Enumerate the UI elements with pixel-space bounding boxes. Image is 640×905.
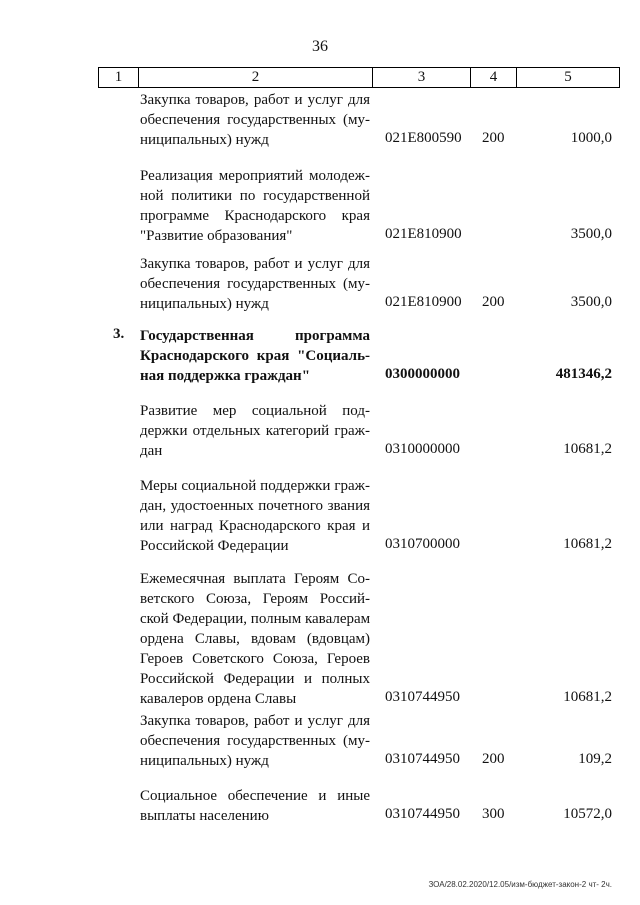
row-description <box>140 166 370 246</box>
header-col-1: 1 <box>99 68 139 87</box>
row-expense-type: 200 <box>482 130 505 146</box>
footer-file-stamp: ЗОА/28.02.2020/12.05/изм-бюджет-закон-2 чт- 2ч. <box>428 880 612 889</box>
description-line: ной политики по государственной <box>140 188 370 204</box>
row-expense-type: 300 <box>482 806 505 822</box>
description-line: дан <box>140 443 163 459</box>
row-description <box>140 90 370 150</box>
description-line: ветского Союза, Героям Россий- <box>140 591 370 607</box>
row-description <box>140 476 370 556</box>
row-code: 0310700000 <box>385 536 460 552</box>
row-code: 0300000000 <box>385 366 460 382</box>
description-line: дан, удостоенных почетного звания <box>140 498 370 514</box>
description-line: программе Краснодарского края <box>140 208 370 224</box>
description-line: обеспечения государственных (му- <box>140 733 370 749</box>
description-line: обеспечения государственных (му- <box>140 112 370 128</box>
row-amount: 481346,2 <box>555 366 612 382</box>
row-description <box>140 569 370 709</box>
description-line: Закупка товаров, работ и услуг для <box>140 713 370 729</box>
row-amount: 109,2 <box>578 751 612 767</box>
description-line: ниципальных) нужд <box>140 296 269 312</box>
header-col-5: 5 <box>564 69 572 85</box>
row-description <box>140 401 370 461</box>
description-line: Краснодарского края "Социаль- <box>140 348 370 364</box>
header-col-4: 4 <box>471 68 517 87</box>
description-line: Государственная программа <box>140 328 370 344</box>
page-number: 36 <box>312 38 328 55</box>
description-line: выплаты населению <box>140 808 269 824</box>
description-line: Меры социальной поддержки граж- <box>140 478 370 494</box>
row-description <box>140 711 370 771</box>
row-amount: 1000,0 <box>570 130 612 146</box>
table-header <box>98 67 620 88</box>
description-line: Ежемесячная выплата Героям Со- <box>140 571 370 587</box>
description-line: Социальное обеспечение и иные <box>140 788 370 804</box>
row-code: 021E810900 <box>385 294 462 310</box>
description-line: держки отдельных категорий граж- <box>140 423 370 439</box>
description-line: ная поддержка граждан" <box>140 368 311 384</box>
row-amount: 3500,0 <box>570 294 612 310</box>
row-code: 0310744950 <box>385 806 460 822</box>
row-expense-type: 200 <box>482 294 505 310</box>
description-line: кавалеров ордена Славы <box>140 691 297 707</box>
description-line: Российской Федерации и полных <box>140 671 370 687</box>
row-description <box>140 786 370 826</box>
description-line: "Развитие образования" <box>140 228 293 244</box>
row-code: 021E810900 <box>385 226 462 242</box>
row-expense-type: 200 <box>482 751 505 767</box>
description-line: или наград Краснодарского края и <box>140 518 370 534</box>
description-line: Закупка товаров, работ и услуг для <box>140 256 370 272</box>
row-code: 0310744950 <box>385 751 460 767</box>
row-description <box>140 254 370 314</box>
header-col-3: 3 <box>373 68 471 87</box>
description-line: Реализация мероприятий молодеж- <box>140 168 370 184</box>
description-line: Героев Советского Союза, Героев <box>140 651 370 667</box>
description-line: Закупка товаров, работ и услуг для <box>140 92 370 108</box>
row-code: 0310000000 <box>385 441 460 457</box>
description-line: Российской Федерации <box>140 538 289 554</box>
row-code: 0310744950 <box>385 689 460 705</box>
description-line: ниципальных) нужд <box>140 753 269 769</box>
description-line: Развитие мер социальной под- <box>140 403 370 419</box>
description-line: ордена Славы, вдовам (вдовцам) <box>140 631 370 647</box>
row-amount: 10681,2 <box>563 536 612 552</box>
row-amount: 3500,0 <box>570 226 612 242</box>
row-amount: 10681,2 <box>563 441 612 457</box>
row-code: 021E800590 <box>385 130 462 146</box>
row-amount: 10681,2 <box>563 689 612 705</box>
header-col-2: 2 <box>139 68 373 87</box>
description-line: обеспечения государственных (му- <box>140 276 370 292</box>
row-description <box>140 326 370 386</box>
description-line: ниципальных) нужд <box>140 132 269 148</box>
row-amount: 10572,0 <box>563 806 612 822</box>
description-line: ской Федерации, полным кавалерам <box>140 611 371 627</box>
row-number: 3. <box>113 326 125 342</box>
